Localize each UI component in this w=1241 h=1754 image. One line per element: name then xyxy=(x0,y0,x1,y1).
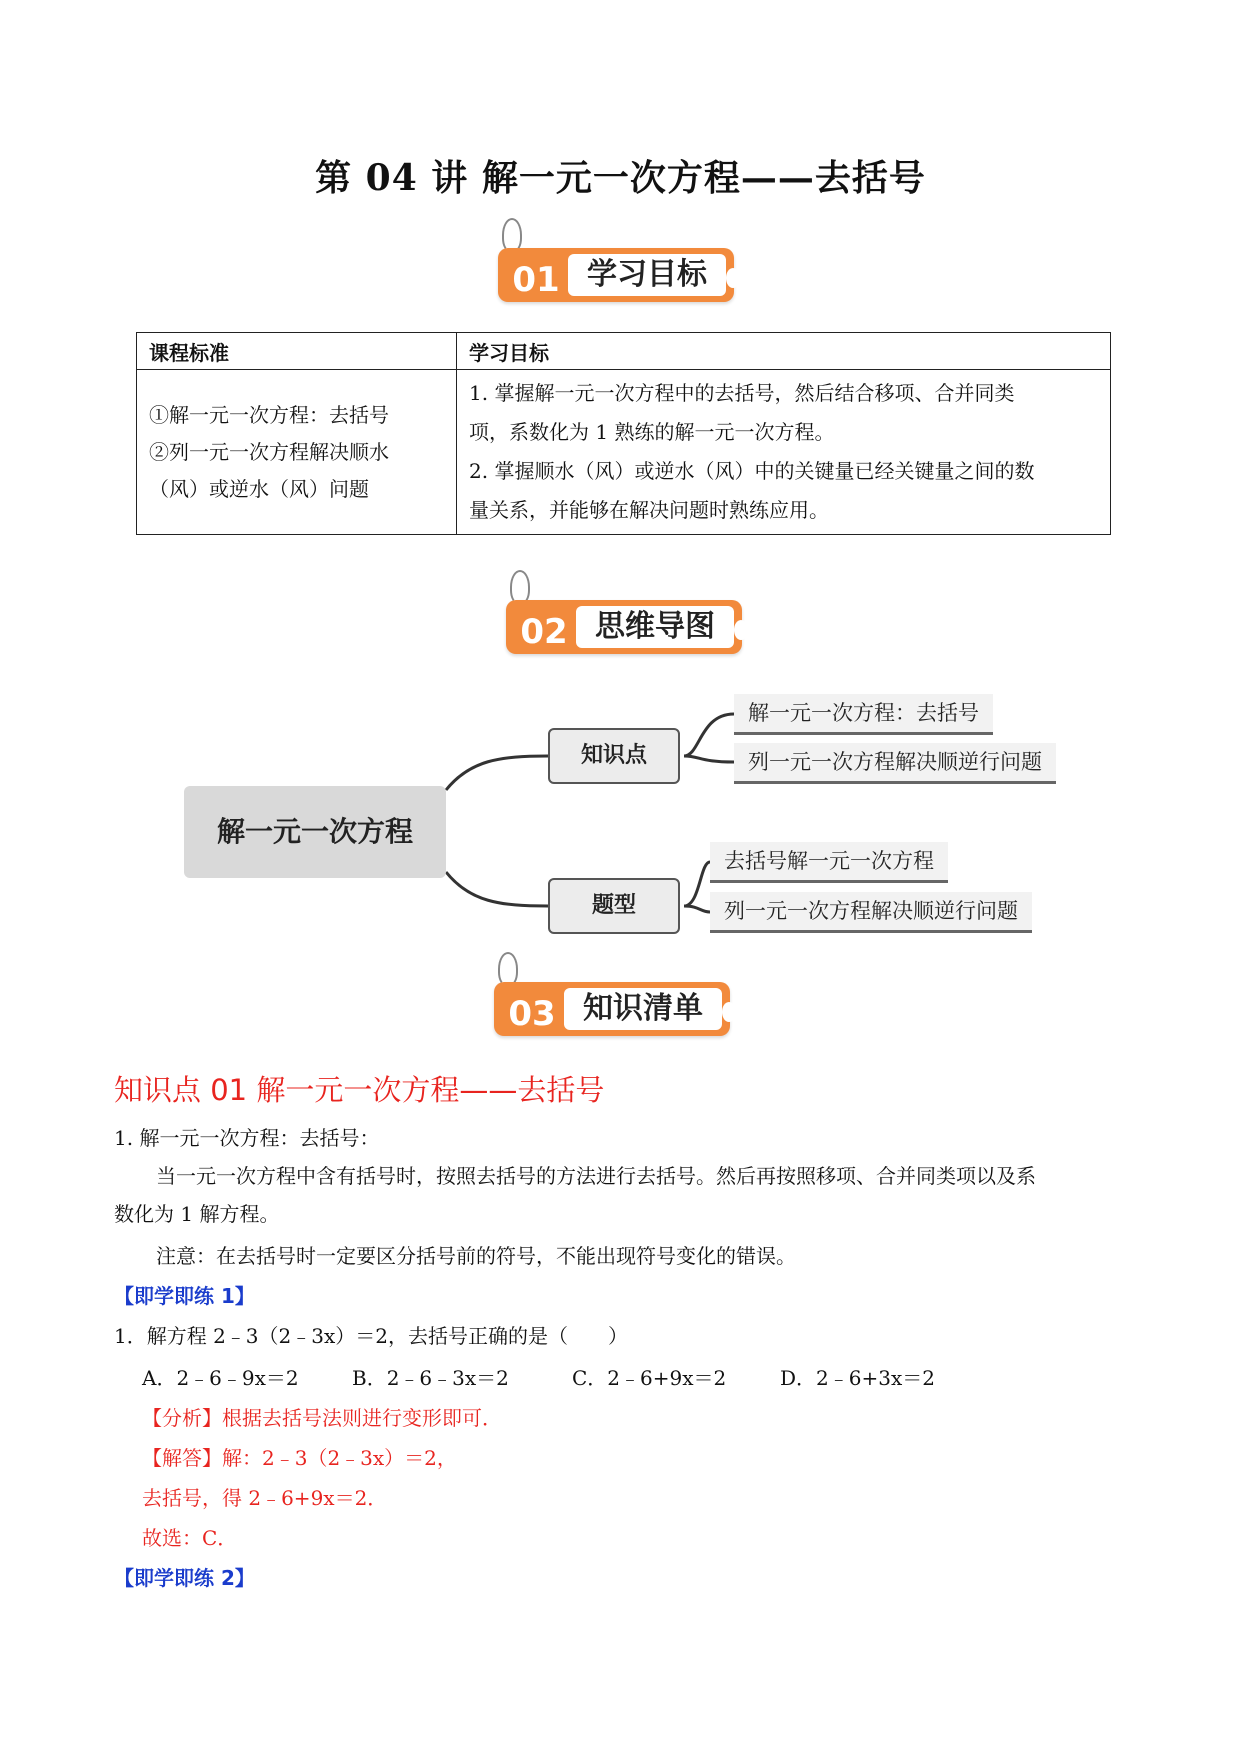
knowledge-heading: 1. 解一元一次方程：去括号： xyxy=(114,1126,380,1150)
header-standards: 课程标准 xyxy=(137,333,457,370)
banner-number: 03 xyxy=(508,994,556,1034)
mindmap-root: 解一元一次方程 xyxy=(184,786,446,878)
standard-line: （风）或逆水（风）问题 xyxy=(149,476,369,501)
banner-number: 02 xyxy=(520,612,568,652)
option-c: C．2﹣6+9x＝2 xyxy=(572,1366,727,1390)
mindmap-node-knowledge: 知识点 xyxy=(548,728,680,784)
header-goals: 学习目标 xyxy=(457,333,1111,370)
goal-line: 2. 掌握顺水（风）或逆水（风）中的关键量已经关键量之间的数 xyxy=(469,459,1035,483)
connector-knowledge-leaves xyxy=(684,714,734,762)
option-b: B．2﹣6﹣3x＝2 xyxy=(352,1366,509,1390)
section-banner-03 xyxy=(494,974,734,1034)
practice-label: 【即学即练 2】 xyxy=(114,1566,255,1590)
connector-root-knowledge xyxy=(446,756,548,790)
option-a: A．2﹣6﹣9x＝2 xyxy=(142,1366,299,1390)
connector-root-types xyxy=(446,872,548,906)
page-title: 第 04 讲 解一元一次方程——去括号 xyxy=(315,157,926,199)
answer-line: 【解答】解：2﹣3（2﹣3x）＝2， xyxy=(142,1446,457,1470)
banner-number: 01 xyxy=(512,260,560,300)
standard-line: ①解一元一次方程：去括号 xyxy=(149,402,389,427)
banner-label: 学习目标 xyxy=(568,254,726,296)
mindmap-leaf: 去括号解一元一次方程 xyxy=(710,842,948,883)
goal-line: 量关系，并能够在解决问题时熟练应用。 xyxy=(469,498,829,522)
knowledge-note: 注意：在去括号时一定要区分括号前的符号，不能出现符号变化的错误。 xyxy=(156,1244,796,1268)
standard-line: ②列一元一次方程解决顺水 xyxy=(149,439,389,464)
mindmap-node-types: 题型 xyxy=(548,878,680,934)
goal-line: 项，系数化为 1 熟练的解一元一次方程。 xyxy=(469,420,835,444)
practice-label: 【即学即练 1】 xyxy=(114,1284,255,1308)
answer-line: 故选：C． xyxy=(142,1526,238,1550)
mindmap-leaf: 解一元一次方程：去括号 xyxy=(734,694,993,735)
hook-icon xyxy=(498,952,518,986)
knowledge-point-title: 知识点 01 解一元一次方程——去括号 xyxy=(114,1073,605,1107)
option-d: D．2﹣6+3x＝2 xyxy=(780,1366,935,1390)
answer-line: 去括号，得 2﹣6+9x＝2． xyxy=(142,1486,388,1510)
banner-label: 知识清单 xyxy=(564,988,722,1030)
practice-question: 1．解方程 2﹣3（2﹣3x）＝2，去括号正确的是（ ） xyxy=(114,1324,628,1348)
mindmap-leaf: 列一元一次方程解决顺逆行问题 xyxy=(710,892,1032,933)
mindmap-leaf: 列一元一次方程解决顺逆行问题 xyxy=(734,743,1056,784)
knowledge-paragraph-cont: 数化为 1 解方程。 xyxy=(114,1202,280,1226)
knowledge-paragraph: 当一元一次方程中含有括号时，按照去括号的方法进行去括号。然后再按照移项、合并同类项以及系 xyxy=(156,1164,1036,1188)
analysis-text: 【分析】根据去括号法则进行变形即可． xyxy=(142,1406,502,1430)
connector-types-leaves xyxy=(684,862,710,912)
banner-label: 思维导图 xyxy=(576,606,734,648)
goal-line: 1. 掌握解一元一次方程中的去括号，然后结合移项、合并同类 xyxy=(469,381,1015,405)
